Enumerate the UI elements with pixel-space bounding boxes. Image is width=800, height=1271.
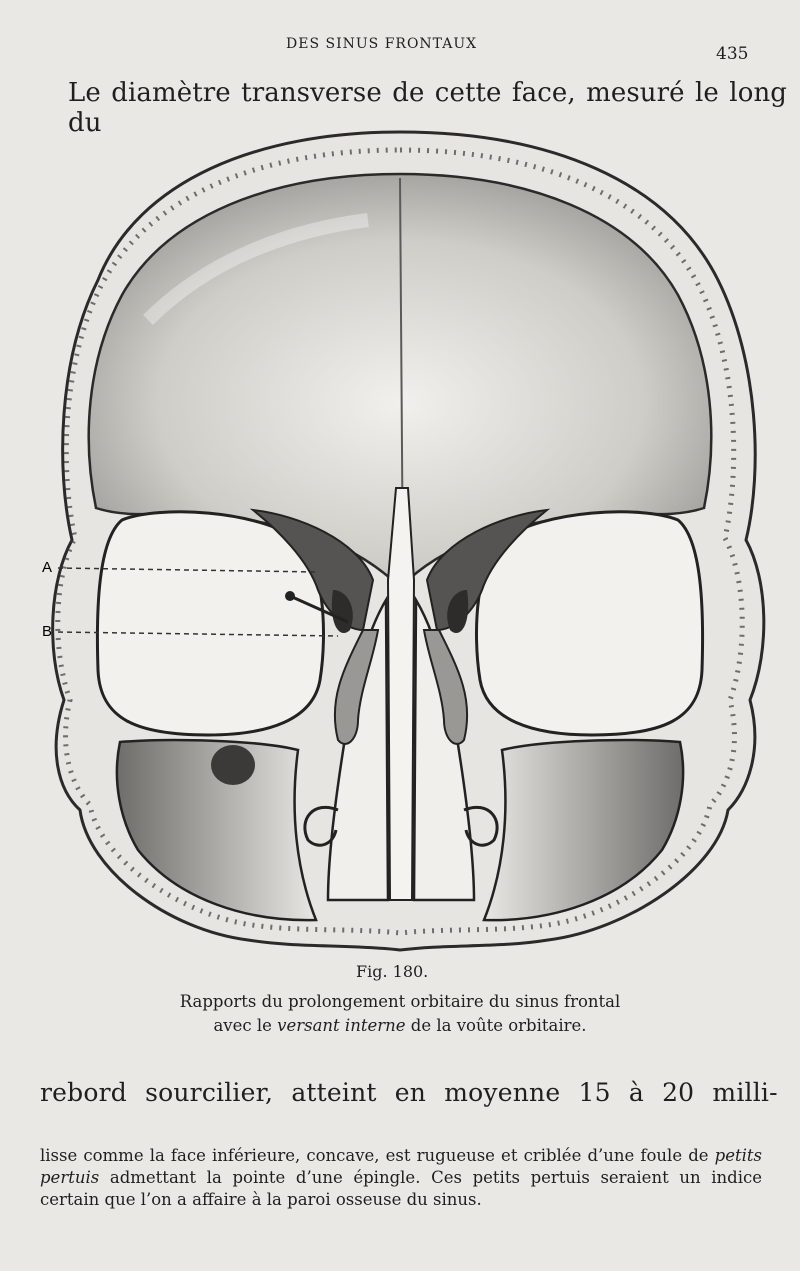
running-title: DES SINUS FRONTAUX [286, 36, 478, 52]
body-paragraph: lisse comme la face inférieure, concave, est rugueuse et criblée d’une foule de petits pertuis admettant la pointe d’une épingle. Ces petits pertuis seraient un indice certain que l’on a affaire à la paroi osseuse du sinus. [40, 1146, 762, 1209]
figure-number: Fig. 180. [356, 962, 429, 981]
caption-line-2: avec le versant interne de la voûte orbitaire. [213, 1016, 587, 1035]
anatomical-illustration [28, 110, 772, 970]
text-line-after-figure: rebord sourcilier, atteint en moyenne 15 à 20 milli- [40, 1078, 778, 1107]
figure-caption [100, 990, 700, 1038]
label-b: B [42, 623, 53, 640]
page-number: 435 [716, 44, 749, 64]
text-line-top: Le diamètre transverse de cette face, mesuré le long du [68, 78, 788, 138]
nasal-septum [388, 488, 414, 900]
label-a: A [42, 559, 53, 576]
caption-line-1: Rapports du prolongement orbitaire du sinus frontal [179, 992, 621, 1011]
